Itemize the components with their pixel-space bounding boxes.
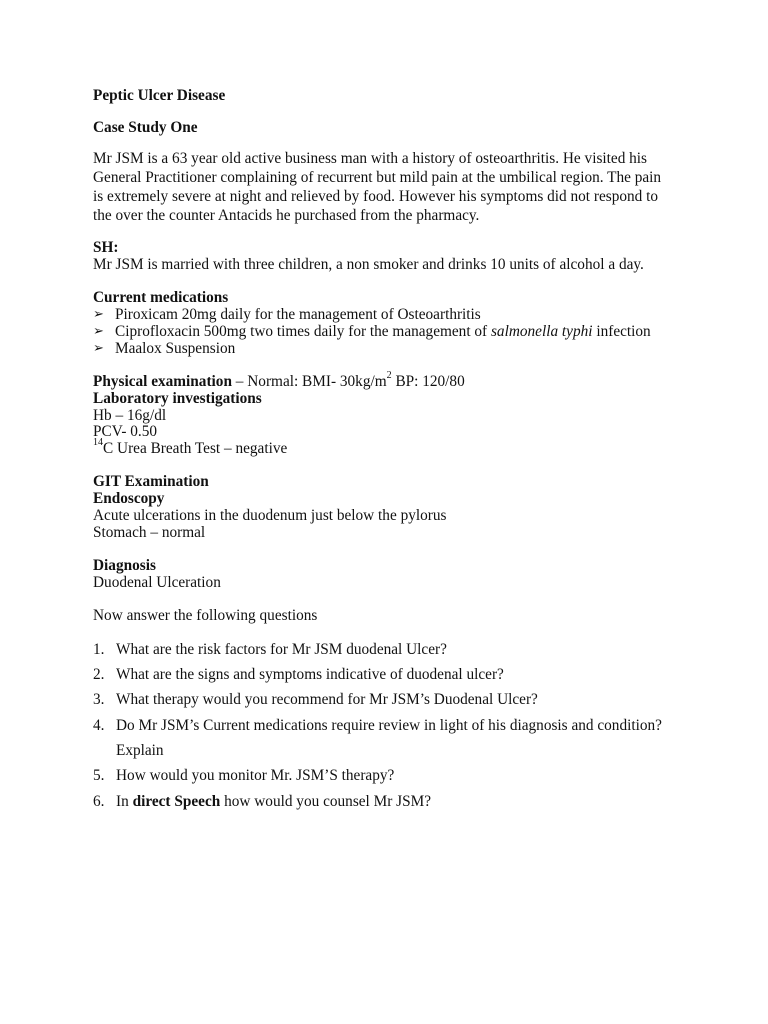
medication-text bbox=[115, 323, 651, 341]
case-study-heading: Case Study One bbox=[93, 119, 198, 136]
instruction-text: Now answer the following questions bbox=[93, 607, 318, 624]
physical-exam-text: – Normal: BMI- 30kg/m bbox=[231, 373, 387, 390]
medications-heading: Current medications bbox=[93, 289, 229, 306]
git-heading: GIT Examination bbox=[93, 473, 209, 490]
question-number: 6. bbox=[93, 793, 105, 810]
endoscopy-line-2: Stomach – normal bbox=[93, 524, 206, 541]
social-history-text: Mr JSM is married with three children, a non smoker and drinks 10 units of alcohol a day. bbox=[93, 256, 644, 273]
question-number: 2. bbox=[93, 666, 105, 683]
question-text bbox=[116, 793, 431, 811]
physical-exam-heading: Physical examination bbox=[93, 373, 232, 390]
social-history-heading: SH: bbox=[93, 239, 119, 256]
arrow-bullet-icon: ➢ bbox=[93, 307, 104, 322]
physical-exam-line bbox=[93, 369, 465, 391]
lab-hb: Hb – 16g/dl bbox=[93, 407, 167, 424]
question-text: What therapy would you recommend for Mr JSM’s Duodenal Ulcer? bbox=[116, 691, 538, 708]
medication-text: Maalox Suspension bbox=[115, 340, 236, 357]
diagnosis-heading: Diagnosis bbox=[93, 557, 156, 574]
lab-heading: Laboratory investigations bbox=[93, 390, 262, 407]
document-title: Peptic Ulcer Disease bbox=[93, 87, 226, 104]
lab-pcv: PCV- 0.50 bbox=[93, 423, 158, 440]
question-number: 4. bbox=[93, 717, 105, 734]
intro-line-4: the over the counter Antacids he purchased from the pharmacy. bbox=[93, 207, 480, 224]
arrow-bullet-icon: ➢ bbox=[93, 324, 104, 339]
physical-exam-bp: BP: 120/80 bbox=[391, 373, 465, 390]
urea-text: C Urea Breath Test – negative bbox=[103, 440, 288, 457]
question-emphasis: direct Speech bbox=[132, 793, 221, 810]
question-text: What are the signs and symptoms indicative of duodenal ulcer? bbox=[116, 666, 504, 683]
isotope-sup: 14 bbox=[93, 436, 103, 448]
intro-line-1: Mr JSM is a 63 year old active business man with a history of osteoarthritis. He visited his bbox=[93, 150, 648, 167]
medication-text-part: Ciprofloxacin 500mg two times daily for the management of bbox=[115, 323, 491, 340]
lab-urea-breath-test bbox=[93, 436, 288, 458]
organism-name: salmonella typhi bbox=[490, 323, 593, 340]
question-text-continuation: Explain bbox=[116, 742, 164, 759]
endoscopy-line-1: Acute ulcerations in the duodenum just below the pylorus bbox=[93, 507, 447, 524]
question-text-part: how would you counsel Mr JSM? bbox=[220, 793, 432, 810]
physical-exam-sup: 2 bbox=[386, 369, 392, 381]
question-number: 1. bbox=[93, 641, 105, 658]
diagnosis-text: Duodenal Ulceration bbox=[93, 574, 221, 591]
medication-text-part: infection bbox=[592, 323, 651, 340]
arrow-bullet-icon: ➢ bbox=[93, 341, 104, 356]
endoscopy-heading: Endoscopy bbox=[93, 490, 165, 507]
question-text: How would you monitor Mr. JSM’S therapy? bbox=[116, 767, 395, 784]
question-number: 5. bbox=[93, 767, 105, 784]
document-page bbox=[93, 0, 713, 1024]
question-text: What are the risk factors for Mr JSM duodenal Ulcer? bbox=[116, 641, 447, 658]
intro-line-2: General Practitioner complaining of recurrent but mild pain at the umbilical region. The pain bbox=[93, 169, 662, 186]
question-number: 3. bbox=[93, 691, 105, 708]
medication-text: Piroxicam 20mg daily for the management of Osteoarthritis bbox=[115, 306, 481, 323]
intro-line-3: is extremely severe at night and relieved by food. However his symptoms did not respond to bbox=[93, 188, 659, 205]
question-text-part: In bbox=[116, 793, 133, 810]
question-text: Do Mr JSM’s Current medications require review in light of his diagnosis and condition? bbox=[116, 717, 662, 734]
